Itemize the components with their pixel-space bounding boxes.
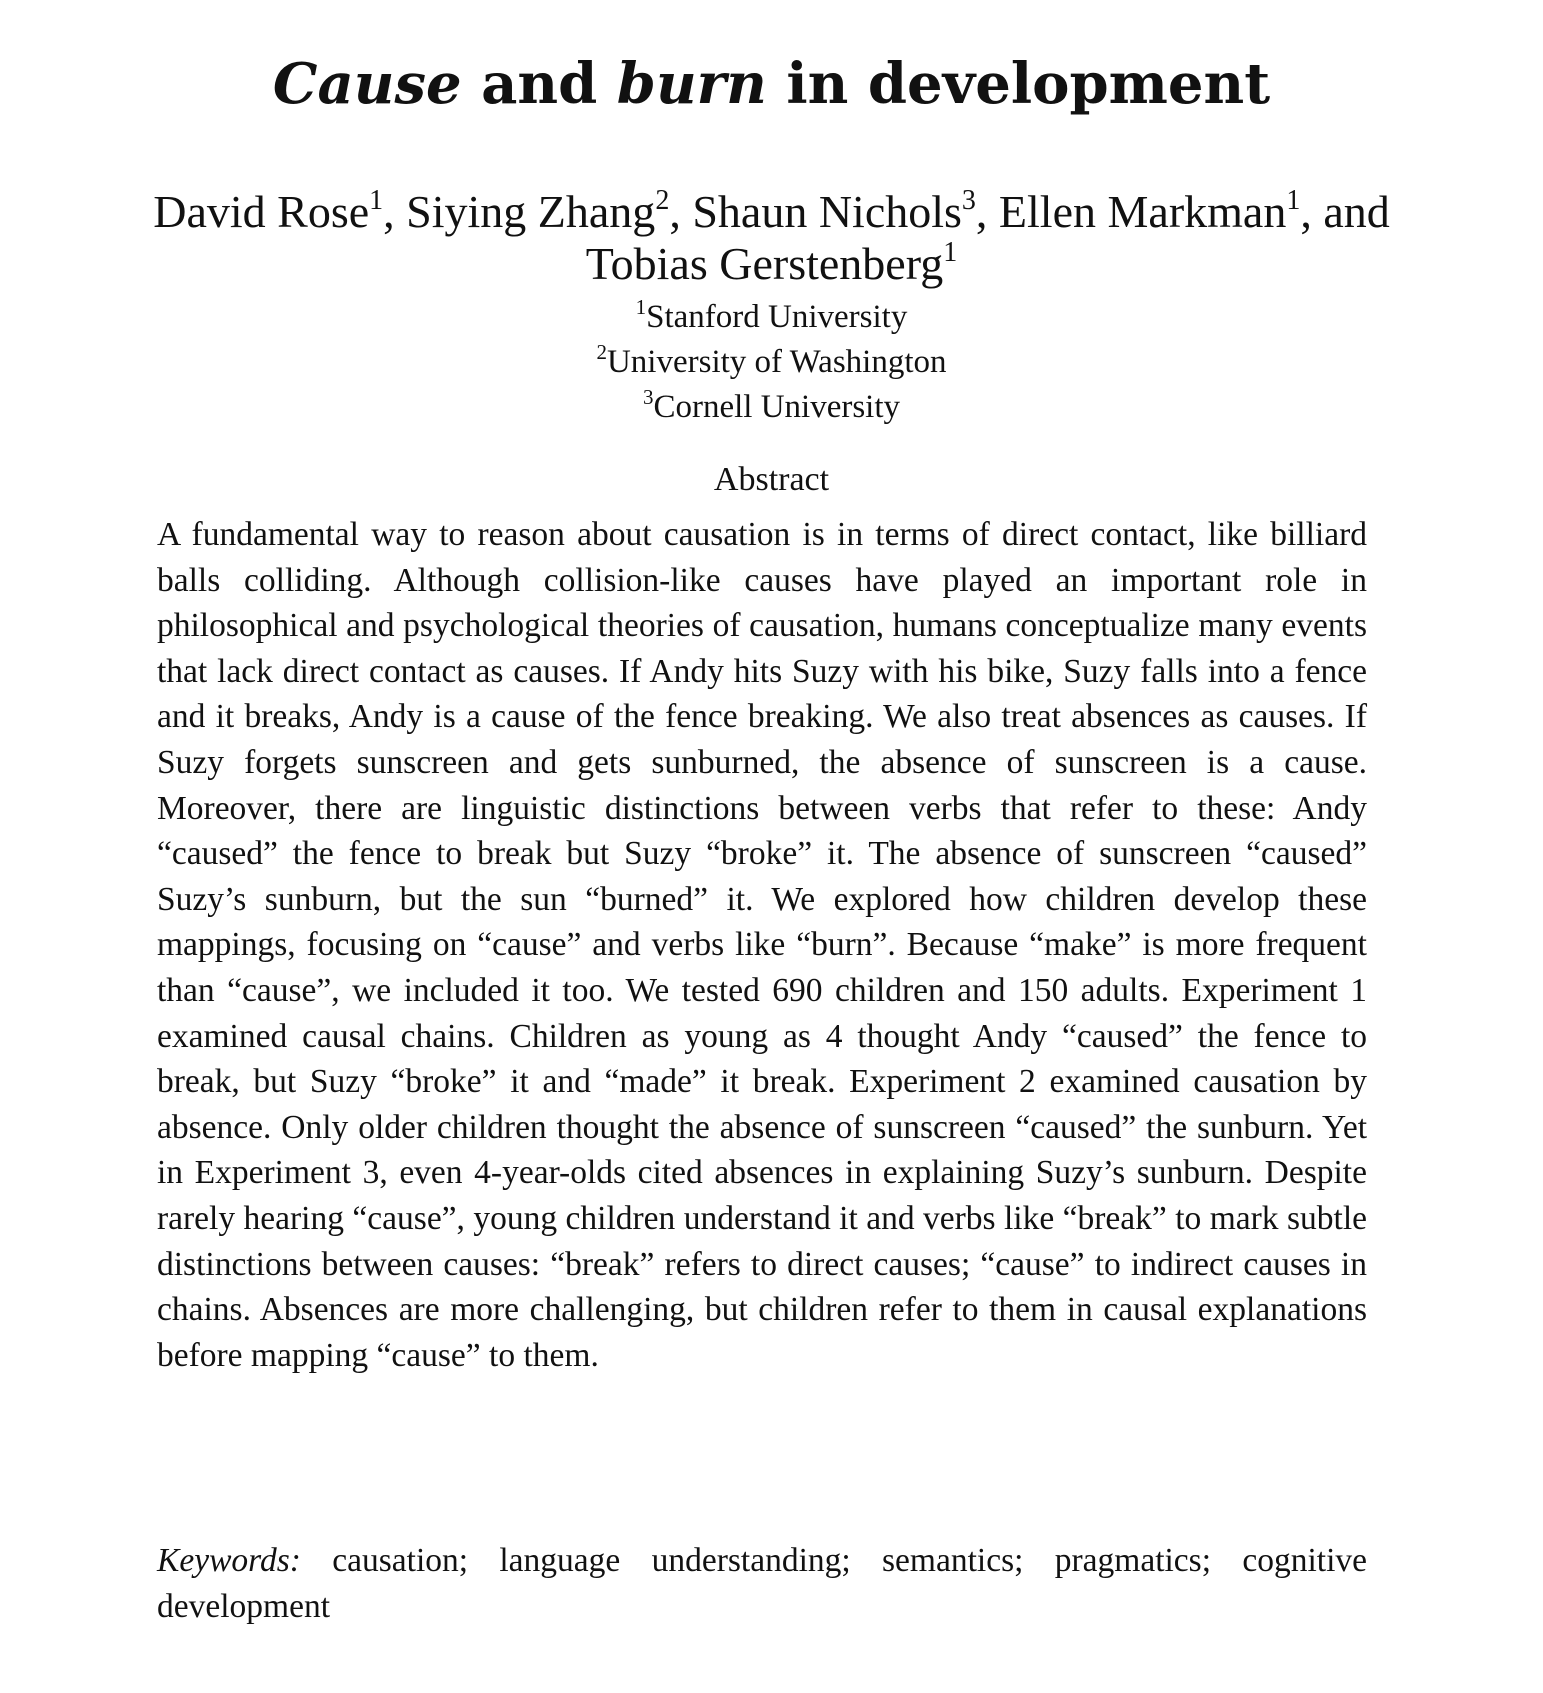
title-rest: in development (766, 51, 1271, 117)
author-name: Shaun Nichols (692, 186, 962, 237)
author-affiliation-mark: 1 (943, 237, 958, 268)
title-burn: burn (616, 51, 767, 117)
affiliation-name: Stanford University (646, 299, 908, 335)
author-list (40, 186, 1503, 290)
author-name: David Rose (153, 186, 370, 237)
abstract-heading: Abstract (713, 461, 830, 498)
title-and: and (461, 51, 617, 117)
affiliation-item (0, 295, 1543, 340)
abstract-text: A fundamental way to reason about causation is in terms of direct contact, like billiard balls colliding. Although collision-like causes have played an important role in philosophical and psychological theories of causation, humans conceptualize many events that lack direct contact as causes. If Andy hits Suzy with his bike, Suzy falls into a fence and it breaks, Andy is a cause of the fence breaking. We also treat absences as causes. If Suzy forgets sunscreen and gets sunburned, the absence of sunscreen is a cause. Moreover, there are linguistic distinctions between verbs that refer to these: Andy “caused” the fence to break but Suzy “broke” it. The absence of sunscreen “caused” Suzy’s sunburn, but the sun “burned” it. We explored how children develop these mappings, focusing on “cause” and verbs like “burn”. Because “make” is more frequent than “cause”, we included it too. We tested 690 children and 150 adults. Experiment 1 examined causal chains. Children as young as 4 thought Andy “caused” the fence to break, but Suzy “broke” it and “made” it break. Experiment 2 examined causation by absence. Only older children thought the absence of sunscreen “caused” the sunburn. Yet in Experiment 3, even 4-year-olds cited absences in explaining Suzy’s sunburn. Despite rarely hearing “cause”, young children understand it and verbs like “break” to mark subtle distinctions between causes: “break” refers to direct causes; “cause” to indirect causes in chains. Absences are more challenging, but children refer to them in causal explanations before mapping “cause” to them. (157, 516, 1367, 1374)
author-separator: , and (1300, 186, 1390, 237)
title-cause: Cause (272, 51, 462, 117)
author-name: Tobias Gerstenberg (585, 238, 944, 289)
affiliation-name: Cornell University (653, 389, 901, 425)
keywords-text: causation; language understanding; semantics; pragmatics; cognitive development (157, 1542, 1376, 1625)
affiliation-number: 3 (642, 385, 654, 409)
author-separator: , (669, 186, 693, 237)
affiliation-number: 1 (635, 295, 647, 319)
affiliation-list (0, 295, 1543, 430)
affiliation-number: 2 (596, 340, 607, 364)
affiliation-item (0, 340, 1543, 385)
paper-title (0, 48, 1543, 120)
author-separator: , (383, 186, 407, 237)
author-name: Siying Zhang (406, 186, 656, 237)
author-affiliation-mark: 1 (1286, 185, 1301, 216)
author-separator: , (975, 186, 999, 237)
affiliation-item (0, 385, 1543, 430)
keywords-label: Keywords: (157, 1542, 301, 1579)
author-affiliation-mark: 2 (655, 185, 670, 216)
keywords (157, 1538, 1376, 1629)
author-affiliation-mark: 1 (369, 185, 384, 216)
author-affiliation-mark: 3 (961, 185, 976, 216)
author-name: Ellen Markman (998, 186, 1287, 237)
affiliation-name: University of Washington (606, 344, 947, 380)
